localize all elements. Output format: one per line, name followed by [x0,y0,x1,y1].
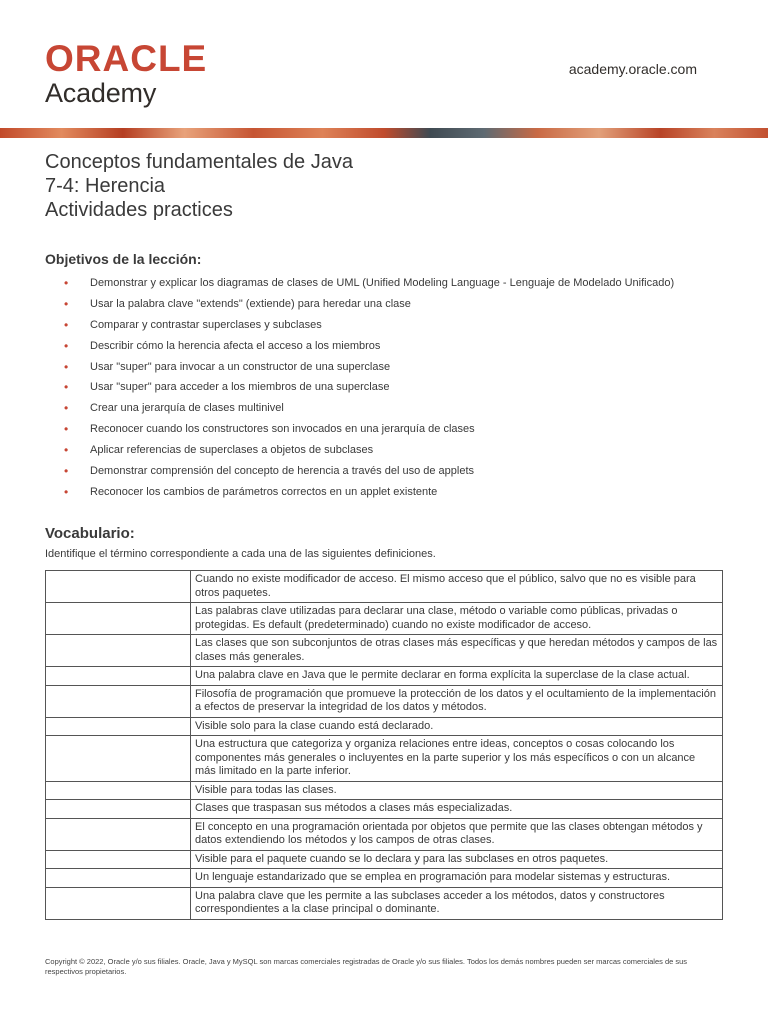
table-row [46,850,723,869]
table-row [46,603,723,635]
bullet-icon: • [64,359,69,374]
table-row [46,736,723,782]
bullet-icon: • [64,380,69,395]
oracle-wordmark [45,40,223,76]
objective-text: Aplicar referencias de superclases a objetos de subclases [90,444,374,457]
objective-text: Describir cómo la herencia afecta el acceso a los miembros [90,339,381,352]
definition-cell: Filosofía de programación que promueve la protección de los datos y el ocultamiento de la implementación a efectos de preservar la integridad de los datos y métodos. [191,685,723,717]
objective-item [64,443,674,464]
copyright-footer: Copyright © 2022, Oracle y/o sus filiales. Oracle, Java y MySQL son marcas comerciales registradas de Oracle y/o sus filiales. Todos los demás nombres pueden ser marcas comerciales de sus respectivos propietarios. [45,957,688,976]
objectives-heading: Objetivos de la lección: [45,251,202,267]
vocabulary-instructions: Identifique el término correspondiente a cada una de las siguientes definiciones. [45,548,436,560]
objective-text: Usar la palabra clave "extends" (extiende) para heredar una clase [90,297,411,310]
objective-item [64,380,674,401]
term-cell[interactable] [46,869,191,888]
table-row [46,717,723,736]
term-cell[interactable] [46,635,191,667]
table-row [46,635,723,667]
site-url[interactable]: academy.oracle.com [568,61,697,77]
academy-label: Academy [45,78,157,108]
definition-cell: Visible para todas las clases. [191,781,723,800]
bullet-icon: • [64,317,69,332]
objectives-list [64,276,674,506]
objective-text: Usar "super" para acceder a los miembros de una superclase [90,381,390,394]
bullet-icon: • [64,401,69,416]
objective-item [64,276,674,297]
document-title-block [45,150,353,222]
objective-item [64,297,674,318]
objective-text: Usar "super" para invocar a un constructor de una superclase [90,360,391,373]
lesson-title: 7-4: Herencia [45,175,166,197]
term-cell[interactable] [46,717,191,736]
objective-text: Reconocer cuando los constructores son invocados en una jerarquía de clases [90,423,475,436]
definition-cell: Las clases que son subconjuntos de otras clases más específicas y que heredan métodos y campos de las clases más generales. [191,635,723,667]
activity-title: Actividades practices [45,199,233,221]
definition-cell: Clases que traspasan sus métodos a clases más especializadas. [191,800,723,819]
objective-item [64,360,674,381]
term-cell[interactable] [46,685,191,717]
table-row [46,571,723,603]
objective-item [64,339,674,360]
bullet-icon: • [64,443,69,458]
term-cell[interactable] [46,850,191,869]
bullet-icon: • [64,422,69,437]
term-cell[interactable] [46,818,191,850]
brand-text: ORACLE [45,40,208,76]
definition-cell: Un lenguaje estandarizado que se emplea en programación para modelar sistemas y estructuras. [191,869,723,888]
definition-cell: Una palabra clave en Java que le permite declarar en forma explícita la superclase de la clase actual. [191,667,723,686]
table-row [46,667,723,686]
definition-cell: Visible para el paquete cuando se lo declara y para las subclases en otros paquetes. [191,850,723,869]
definition-cell: Las palabras clave utilizadas para declarar una clase, método o variable como públicas, privadas o protegidas. Es default (predeterminado) cuando no existe modificador de acceso. [191,603,723,635]
definition-cell: Cuando no existe modificador de acceso. El mismo acceso que el público, salvo que no es visible para otros paquetes. [191,571,723,603]
objective-item [64,464,674,485]
bullet-icon: • [64,338,69,353]
table-row [46,818,723,850]
term-cell[interactable] [46,800,191,819]
term-cell[interactable] [46,571,191,603]
term-cell[interactable] [46,781,191,800]
bullet-icon: • [64,464,69,479]
table-row [46,887,723,919]
definition-cell: Una palabra clave que les permite a las subclases acceder a los métodos, datos y constructores correspondientes a la clase principal o dominante. [191,887,723,919]
bullet-icon: • [64,484,69,499]
header-banner [0,128,768,138]
definition-cell: Una estructura que categoriza y organiza relaciones entre ideas, conceptos o cosas colocando los componentes más generales o incluyentes en la parte superior y los más específicos o con un alcance más limitado en la parte inferior. [191,736,723,782]
course-title: Conceptos fundamentales de Java [45,151,353,173]
oracle-logo [45,40,223,76]
term-cell[interactable] [46,667,191,686]
table-row [46,869,723,888]
objective-item [64,422,674,443]
table-row [46,685,723,717]
objective-text: Crear una jerarquía de clases multinivel [90,402,284,415]
term-cell[interactable] [46,603,191,635]
term-cell[interactable] [46,887,191,919]
objective-text: Demonstrar comprensión del concepto de herencia a través del uso de applets [90,465,475,478]
term-cell[interactable] [46,736,191,782]
definition-cell: El concepto en una programación orientada por objetos que permite que las clases obtengan métodos y datos extendiendo los métodos y los campos de otras clases. [191,818,723,850]
vocabulary-heading: Vocabulario: [45,525,135,542]
definition-cell: Visible solo para la clase cuando está declarado. [191,717,723,736]
table-row [46,781,723,800]
objective-text: Reconocer los cambios de parámetros correctos en un applet existente [90,485,438,498]
table-row [46,800,723,819]
objective-text: Comparar y contrastar superclases y subclases [90,318,322,331]
bullet-icon: • [64,276,69,290]
objective-text: Demonstrar y explicar los diagramas de clases de UML (Unified Modeling Language - Lenguaje de Modelado Unificado) [90,277,675,289]
bullet-icon: • [64,296,69,311]
objective-item [64,485,674,506]
objective-item [64,401,674,422]
objective-item [64,318,674,339]
vocabulary-table [45,570,723,920]
